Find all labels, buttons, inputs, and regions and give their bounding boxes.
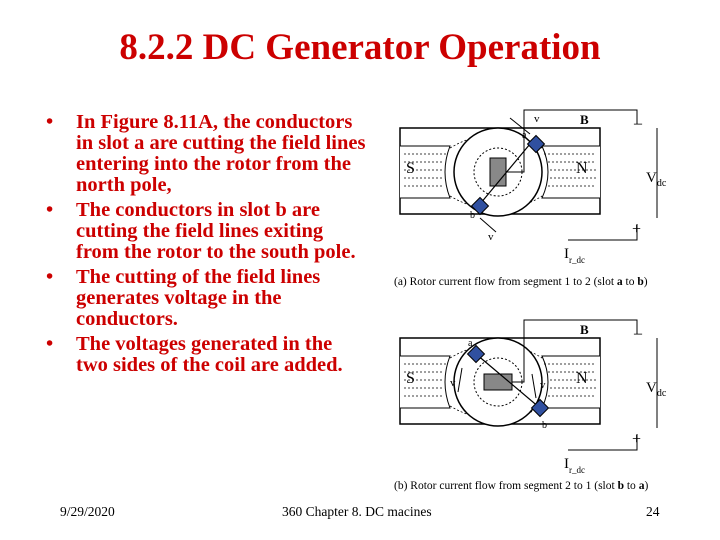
current-sub: r_dc: [569, 465, 585, 475]
voltage-sub: dc: [656, 388, 667, 399]
velocity-label-right: v: [540, 379, 546, 391]
current-label: [564, 456, 585, 475]
voltage-sub: dc: [656, 178, 667, 189]
velocity-label-left: v: [450, 377, 456, 389]
slot-b-label: b: [470, 210, 475, 221]
caption-b-from: b: [617, 480, 624, 492]
caption-b-suffix: ): [644, 480, 649, 492]
minus-terminal: –: [634, 115, 642, 132]
current-main: I: [564, 246, 569, 262]
footer-page-number: 24: [646, 504, 660, 519]
field-label: B: [580, 112, 589, 127]
figure-b-caption: [394, 480, 648, 492]
bullet-dot-icon: •: [46, 199, 54, 221]
caption-a-mid: to: [622, 276, 638, 288]
slide-title: 8.2.2 DC Generator Operation: [119, 27, 601, 68]
pole-s-label: S: [406, 160, 415, 177]
caption-b-prefix: (b) Rotor current flow from segment 2 to 1 (slot: [394, 480, 618, 492]
plus-terminal: +: [632, 221, 642, 238]
bullet-item: [46, 334, 366, 376]
velocity-label-bottom: v: [488, 231, 494, 243]
output-circuit-return: [568, 434, 637, 450]
voltage-main: V: [646, 170, 657, 186]
velocity-label-top: v: [534, 113, 540, 125]
caption-a-prefix: (a) Rotor current flow from segment 1 to 2 (slot: [394, 276, 617, 288]
bullet-text: The voltages generated in the two sides of the coil are added.: [76, 333, 343, 376]
pole-s-label: S: [406, 370, 415, 387]
caption-a-from: a: [616, 276, 623, 288]
generator-figure-b: [392, 310, 682, 476]
bullet-dot-icon: •: [46, 111, 54, 133]
generator-figure-a: [392, 100, 682, 270]
bullet-list: [46, 112, 366, 380]
plus-terminal: +: [632, 431, 642, 448]
current-label: [564, 246, 585, 265]
caption-a-suffix: ): [643, 276, 648, 288]
bullet-text: In Figure 8.11A, the conductors in slot a are cutting the field lines entering into the rotor from the north pole,: [76, 111, 366, 196]
bullet-text: The cutting of the field lines generates voltage in the conductors.: [76, 266, 321, 330]
bullet-item: [46, 267, 366, 330]
caption-b-mid: to: [623, 480, 639, 492]
voltage-main: V: [646, 380, 657, 396]
pole-n-right: [542, 146, 600, 198]
field-label: B: [580, 322, 589, 337]
footer-course: 360 Chapter 8. DC macines: [282, 504, 432, 519]
slot-a-label: a: [522, 130, 527, 141]
current-sub: r_dc: [569, 255, 585, 265]
bullet-dot-icon: •: [46, 333, 54, 355]
pole-n-label: N: [576, 370, 588, 387]
voltage-label: [646, 170, 667, 189]
bullet-dot-icon: •: [46, 266, 54, 288]
caption-b-to: a: [638, 480, 645, 492]
figure-a-caption: [394, 276, 648, 288]
bullet-item: [46, 112, 366, 196]
commutator: [484, 374, 512, 390]
bullet-text: The conductors in slot b are cutting the field lines exiting from the rotor to the south pole.: [76, 199, 356, 263]
velocity-arrow-bottom: [480, 218, 496, 232]
bullet-item: [46, 200, 366, 263]
voltage-label: [646, 380, 667, 399]
slot-b-label: b: [542, 420, 547, 431]
current-main: I: [564, 456, 569, 472]
caption-a-to: b: [637, 276, 644, 288]
pole-n-label: N: [576, 160, 588, 177]
minus-terminal: –: [634, 325, 642, 342]
slot-a-label: a: [468, 338, 473, 349]
footer-date: 9/29/2020: [60, 504, 115, 519]
output-circuit-return: [568, 224, 637, 240]
pole-n-right: [542, 356, 600, 408]
